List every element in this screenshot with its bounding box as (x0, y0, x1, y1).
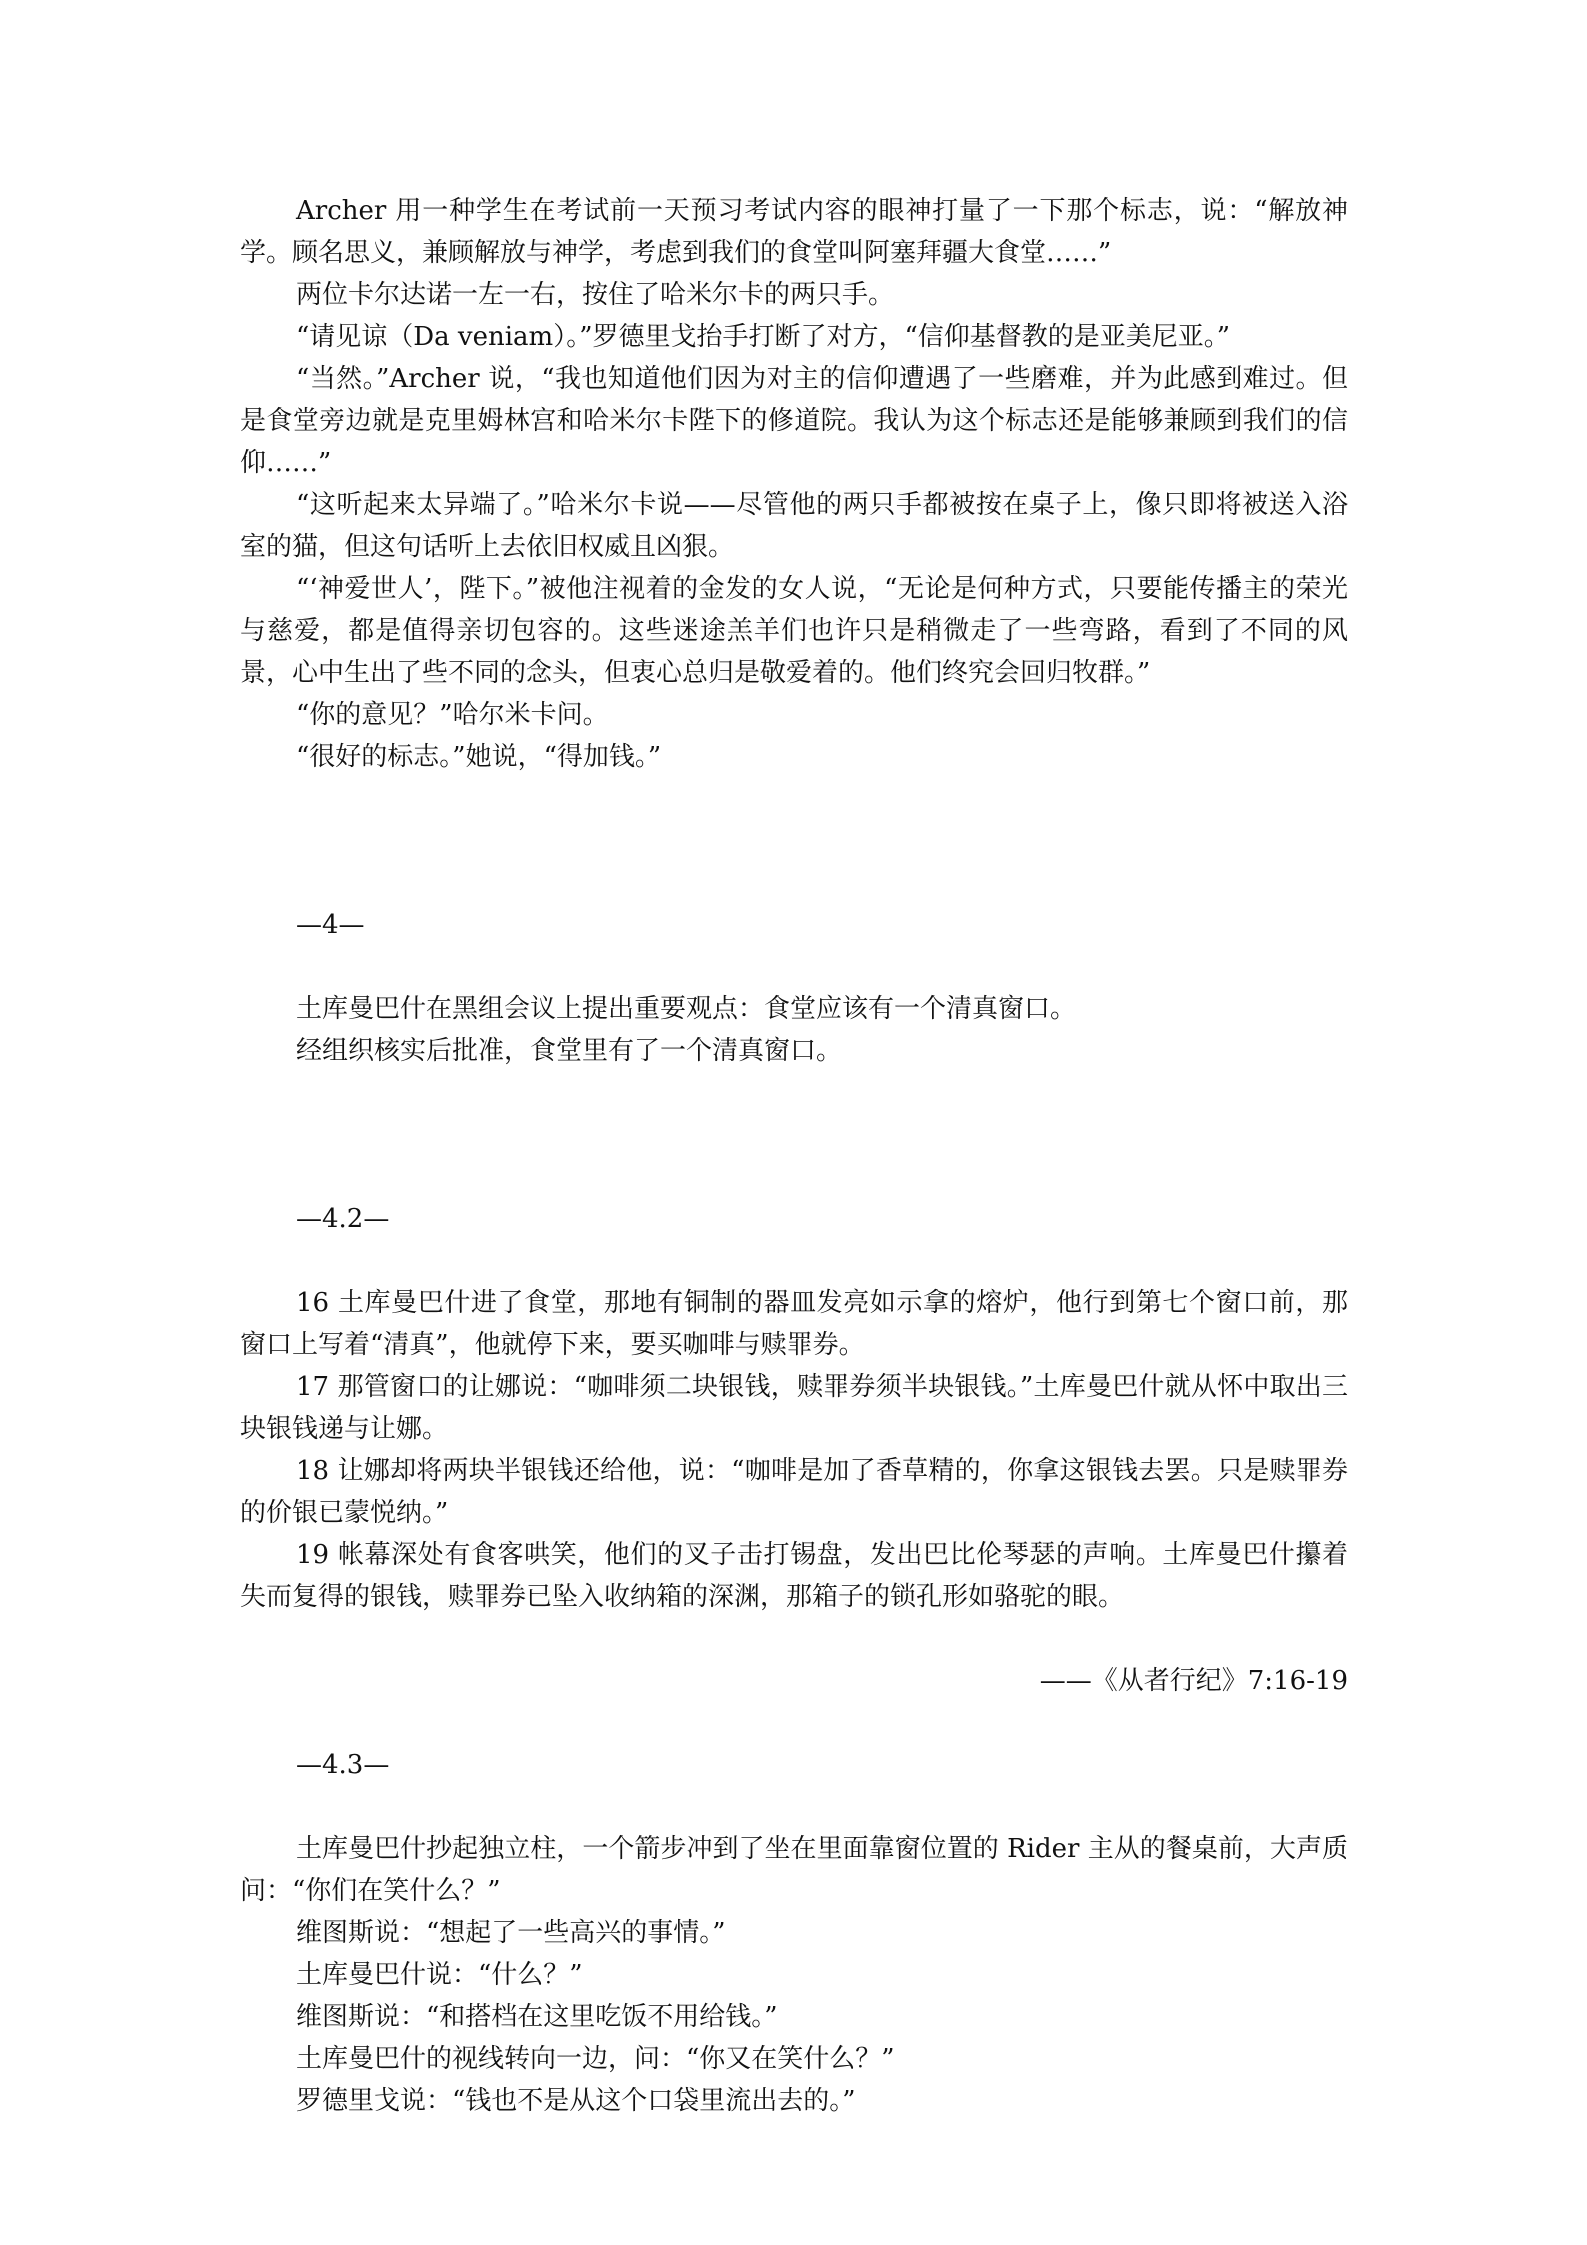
paragraph: 维图斯说：“想起了一些高兴的事情。” (296, 1918, 726, 1948)
paragraph: “当然。”Archer 说，“我也知道他们因为对主的信仰遭遇了一些磨难，并为此感到难过。但是食堂旁边就是克里姆林宫和哈米尔卡陛下的修道院。我认为这个标志还是能够兼顾到我们的信仰……” (240, 364, 1348, 478)
verse-paragraph: 17 那管窗口的让娜说：“咖啡须二块银钱，赎罪券须半块银钱。”土库曼巴什就从怀中取出三块银钱递与让娜。 (240, 1372, 1348, 1444)
section-4-2 (240, 1198, 1348, 1702)
verse-paragraph: 19 帐幕深处有食客哄笑，他们的叉子击打锡盘，发出巴比伦琴瑟的声响。土库曼巴什攥着失而复得的银钱，赎罪券已坠入收纳箱的深渊，那箱子的锁孔形如骆驼的眼。 (240, 1540, 1348, 1612)
verse-paragraph: 16 土库曼巴什进了食堂，那地有铜制的器皿发亮如示拿的熔炉，他行到第七个窗口前，那窗口上写着“清真”，他就停下来，要买咖啡与赎罪券。 (240, 1288, 1348, 1360)
section-heading: —4.3— (296, 1750, 390, 1780)
citation: ——《从者行纪》7:16-19 (1039, 1666, 1348, 1696)
spacer (240, 1786, 1348, 1828)
paragraph: “‘神爱世人’，陛下。”被他注视着的金发的女人说，“无论是何种方式，只要能传播主的荣光与慈爱，都是值得亲切包容的。这些迷途羔羊们也许只是稍微走了一些弯路，看到了不同的风景，心中生出了些不同的念头，但衷心总归是敬爱着的。他们终究会回归牧群。” (240, 574, 1348, 688)
paragraph: “请见谅（Da veniam）。”罗德里戈抬手打断了对方，“信仰基督教的是亚美尼亚。” (296, 322, 1231, 352)
section-4 (240, 904, 1348, 1072)
paragraph: 土库曼巴什的视线转向一边，问：“你又在笑什么？” (296, 2044, 895, 2074)
section-heading: —4.2— (296, 1204, 390, 1234)
spacer (240, 1240, 1348, 1282)
paragraph: 两位卡尔达诺一左一右，按住了哈米尔卡的两只手。 (296, 280, 895, 310)
section-dialogue (240, 190, 1348, 778)
spacer (240, 1072, 1348, 1198)
paragraph: 土库曼巴什抄起独立柱，一个箭步冲到了坐在里面靠窗位置的 Rider 主从的餐桌前，大声质问：“你们在笑什么？” (240, 1834, 1348, 1906)
spacer (240, 778, 1348, 904)
document-page (240, 190, 1348, 2122)
spacer (240, 1702, 1348, 1744)
paragraph: 土库曼巴什说：“什么？” (296, 1960, 583, 1990)
paragraph: 经组织核实后批准，食堂里有了一个清真窗口。 (296, 1036, 843, 1066)
section-heading: —4— (296, 910, 365, 940)
paragraph: “你的意见？”哈尔米卡问。 (296, 700, 609, 730)
verse-paragraph: 18 让娜却将两块半银钱还给他，说：“咖啡是加了香草精的，你拿这银钱去罢。只是赎罪券的价银已蒙悦纳。” (240, 1456, 1348, 1528)
paragraph: Archer 用一种学生在考试前一天预习考试内容的眼神打量了一下那个标志，说：“解放神学。顾名思义，兼顾解放与神学，考虑到我们的食堂叫阿塞拜疆大食堂……” (240, 196, 1348, 268)
paragraph: 罗德里戈说：“钱也不是从这个口袋里流出去的。” (296, 2086, 856, 2116)
spacer (240, 1618, 1348, 1660)
spacer (240, 946, 1348, 988)
section-4-3 (240, 1744, 1348, 2122)
paragraph: 维图斯说：“和搭档在这里吃饭不用给钱。” (296, 2002, 778, 2032)
paragraph: “很好的标志。”她说，“得加钱。” (296, 742, 662, 772)
paragraph: “这听起来太异端了。”哈米尔卡说——尽管他的两只手都被按在桌子上，像只即将被送入浴室的猫，但这句话听上去依旧权威且凶狠。 (240, 490, 1348, 562)
paragraph: 土库曼巴什在黑组会议上提出重要观点：食堂应该有一个清真窗口。 (296, 994, 1077, 1024)
